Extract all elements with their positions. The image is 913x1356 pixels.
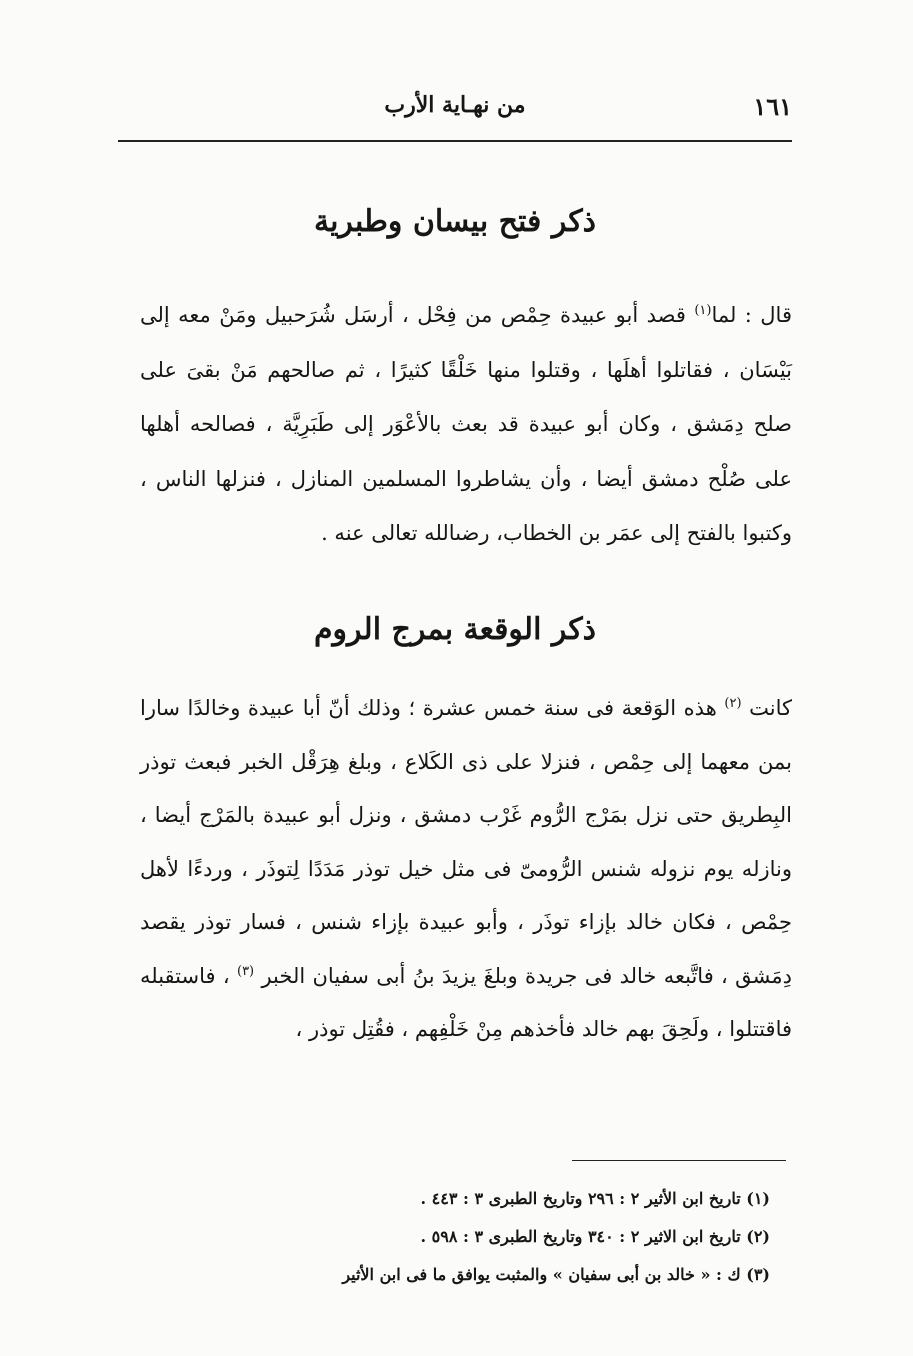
footnotes <box>250 1180 770 1294</box>
section-paragraph <box>140 682 792 1057</box>
section-heading: ذكر فتح بيسان وطبرية <box>313 204 597 239</box>
paragraph-text: قصد أبو عبيدة حِمْص من فِحْل ، أرسَل شُرَحبيل ومَنْ معه إلى بَيْسَان ، فقاتلوا أهلَها ، وقتلوا منها خَلْقًا كثيرًا ، ثم صالحهم مَنْ بقىَ على صلح دِمَشق ، وكان أبو عبيدة قد بعث بالأعْوَر إلى طَبَرِيَّة ، فصالحه أهلها على صُلْح دمشق أيضا ، وأن يشاطروا المسلمين المنازل ، فنزلها الناس ، وكتبوا بالفتح إلى عمَر بن الخطاب، رضىالله تعالى عنه . <box>140 303 792 545</box>
footnote-ref: (٢) <box>724 696 742 711</box>
page-number: ١٦١ <box>753 92 792 121</box>
paragraph-text: كانت <box>749 696 792 720</box>
footnote-ref: (١) <box>694 303 712 318</box>
running-header <box>118 88 792 134</box>
footnote: (٢) تاريخ ابن الاثير ٢ : ٣٤٠ وتاريخ الطبرى ٣ : ٥٩٨ . <box>420 1227 770 1246</box>
section-paragraph <box>140 288 792 561</box>
header-rule <box>118 140 792 142</box>
footnote: (١) تاريخ ابن الأثير ٢ : ٢٩٦ وتاريخ الطبرى ٣ : ٤٤٣ . <box>420 1189 770 1208</box>
running-title: من نهـاية الأرب <box>384 92 526 118</box>
paragraph-text: ، فاستقبله فاقتتلوا ، ولَحِقَ بهم خالد فأخذهم مِنْ خَلْفِهم ، فقُتِل توذر ، <box>140 963 792 1041</box>
section-heading: ذكر الوقعة بمرج الروم <box>313 612 597 647</box>
footnote-rule <box>572 1160 786 1161</box>
footnote-ref: (٣) <box>236 963 255 979</box>
paragraph-text: هذه الوَقعة فى سنة خمس عشرة ؛ وذلك أنّ أبا عبيدة وخالدًا سارا بمن معهما إلى حِمْص ، فنزلا على ذى الكَلاع ، وبلغ هِرَقْل الخبر فبعث توذر البِطريق حتى نزل بمَرْج الرُّوم غَرْب دمشق ، ونزل أبو عبيدة بالمَرْج أيضا ، ونازله يوم نزوله شنس الرُّومىّ فى مثل خيل توذر مَدَدًا لِتوذَر ، وردءًا لأهل حِمْص ، فكان خالد بإزاء توذَر ، وأبو عبيدة بإزاء شنس ، فسار توذر يقصد دِمَشق ، فاتَّبعه خالد فى جريدة وبلغَ يزيدَ بنُ أبى سفيان الخبر <box>140 696 793 988</box>
footnote: (٣) ك : « خالد بن أبى سفيان » والمثبت يوافق ما فى ابن الأثير <box>342 1265 770 1284</box>
paragraph-text: قال : لما <box>711 303 792 327</box>
